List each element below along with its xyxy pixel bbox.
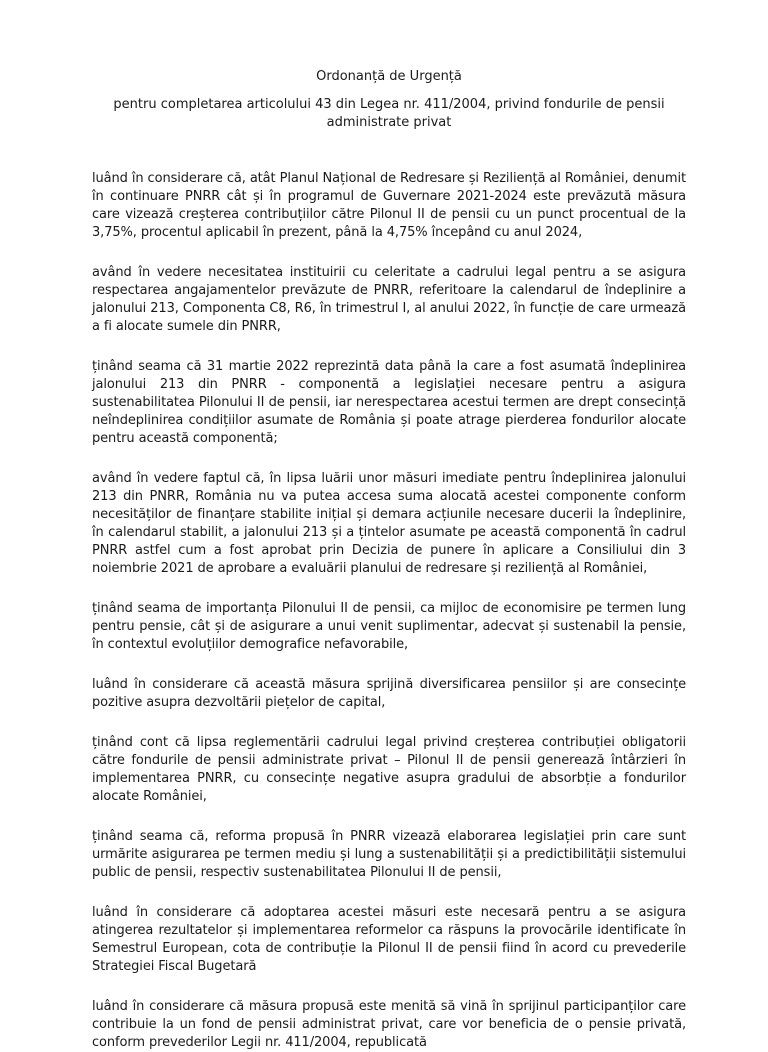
paragraph: ținând seama de importanța Pilonului II de pensii, ca mijloc de economisire pe termen lung pentru pensie, cât și de asigurare a unui venit suplimentar, adecvat și sustenabil la pensie, în contextul evoluțiilor demografice nefavorabile,: [92, 601, 686, 652]
paragraph: luând în considerare că această măsura sprijină diversificarea pensiilor și are consecințe pozitive asupra dezvoltării piețelor de capital,: [92, 677, 686, 710]
paragraph: luând în considerare că adoptarea acestei măsuri este necesară pentru a se asigura atingerea rezultatelor și implementarea reformelor ca răspuns la provocările identificate în Semestrul European, cota de contribuție la Pilonul II de pensii fiind în acord cu prevederile Strategiei Fiscal Bugetară: [92, 905, 686, 974]
paragraph: având în vedere necesitatea instituirii cu celeritate a cadrului legal pentru a se asigura respectarea angajamentelor prevăzute de PNRR, referitoare la calendarul de îndeplinire a jalonului 213, Componenta C8, R6, în trimestrul I, al anului 2022, în funcție de care urmează a fi alocate sumele din PNRR,: [92, 265, 686, 334]
paragraph: luând în considerare că, atât Planul Național de Redresare și Reziliență al României, denumit în continuare PNRR cât și în programul de Guvernare 2021-2024 este prevăzută măsura care vizează creșterea contribuțiilor către Pilonul II de pensii cu un punct procentual de la 3,75%, procentul aplicabil în prezent, până la 4,75% începând cu anul 2024,: [92, 171, 686, 240]
document-body: [92, 170, 686, 1052]
document-title: Ordonanță de Urgență: [316, 69, 462, 84]
paragraph: ținând cont că lipsa reglementării cadrului legal privind creșterea contribuției obligatorii către fondurile de pensii administrate privat – Pilonul II de pensii generează întârzieri în implementarea PNRR, cu consecințe negative asupra gradului de absorbție a fondurilor alocate României,: [92, 735, 686, 804]
paragraph: ținând seama că, reforma propusă în PNRR vizează elaborarea legislației prin care sunt urmărite asigurarea pe termen mediu și lung a sustenabilității și a predictibilității sistemului public de pensii, respectiv sustenabilitatea Pilonului II de pensii,: [92, 829, 686, 880]
paragraph: luând în considerare că măsura propusă este menită să vină în sprijinul participanților care contribuie la un fond de pensii administrat privat, care vor beneficia de o pensie privată, conform prevederilor Legii nr. 411/2004, republicată: [92, 999, 686, 1050]
document-subtitle: pentru completarea articolului 43 din Legea nr. 411/2004, privind fondurile de pensii administrate privat: [113, 97, 665, 130]
paragraph: ținând seama că 31 martie 2022 reprezintă data până la care a fost asumată îndeplinirea jalonului 213 din PNRR - componentă a legislației necesare pentru a asigura sustenabilitatea Pilonului II de pensii, iar nerespectarea acestui termen are drept consecință neîndeplinirea condițiilor asumate de România și poate atrage pierderea fondurilor alocate pentru această componentă;: [92, 359, 686, 446]
paragraph: având în vedere faptul că, în lipsa luării unor măsuri imediate pentru îndeplinirea jalonului 213 din PNRR, România nu va putea accesa suma alocată acestei componente conform necesităților de finanțare stabilite inițial și demara acțiunile necesare ducerii la îndeplinire, în calendarul stabilit, a jalonului 213 și a țintelor asumate pe această componentă în cadrul PNRR astfel cum a fost aprobat prin Decizia de punere în aplicare a Consiliului din 3 noiembrie 2021 de aprobare a evaluării planului de redresare și reziliență al României,: [92, 471, 686, 576]
